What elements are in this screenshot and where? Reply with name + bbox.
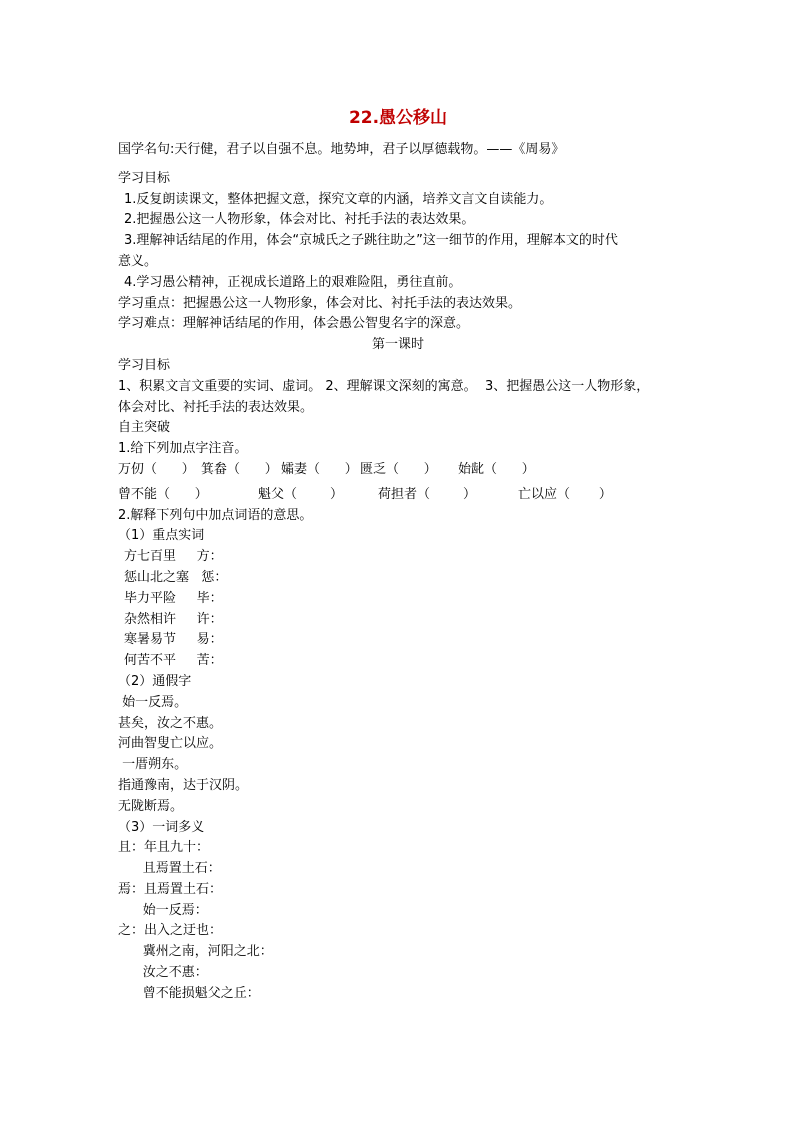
learning-difficulty: 学习难点：理解神话结尾的作用，体会愚公智叟名字的深意。 [118, 316, 470, 332]
document-page [118, 104, 678, 1005]
word-item: 杂然相许 许： [124, 611, 223, 627]
polysemy-item: 焉：且焉置土石： [118, 881, 223, 897]
pinyin-row [118, 460, 678, 481]
objective-item: 意义。 [118, 253, 158, 269]
tongjia-item: 河曲智叟亡以应。 [118, 736, 223, 752]
word-item: 寒暑易节 易： [124, 632, 223, 648]
subsection-heading: （2）通假字 [118, 673, 192, 689]
pinyin-item: 魁父（ ） [258, 486, 344, 502]
objective-item: 3.理解神话结尾的作用，体会“京城氏之子跳往助之”这一细节的作用，理解本文的时代 [124, 233, 618, 249]
word-item: 惩山北之塞 惩： [124, 569, 228, 585]
objectives-heading: 学习目标 [118, 170, 171, 186]
question-2: 2.解释下列句中加点词语的意思。 [118, 507, 313, 523]
polysemy-item: 汝之不惠： [118, 965, 208, 981]
objective-item: 1.反复朗读课文，整体把握文意，探究文章的内涵，培养文言文自读能力。 [124, 191, 553, 207]
pinyin-item: 箕畚（ ） [201, 461, 278, 477]
question-1: 1.给下列加点字注音。 [118, 441, 248, 457]
pinyin-item: 曾不能（ ） [118, 486, 208, 502]
pinyin-item: 万仞（ ） [118, 461, 195, 477]
tongjia-item: 始一反焉。 [118, 694, 188, 710]
pinyin-row [118, 485, 678, 506]
polysemy-item: 曾不能损魁父之丘： [118, 985, 260, 1001]
self-study-heading: 自主突破 [118, 420, 171, 436]
lesson-objective-line: 1、积累文言文重要的实词、虚词。 2、理解课文深刻的寓意。 3、把握愚公这一人物形象， [118, 378, 650, 394]
pinyin-item: 亡以应（ ） [518, 486, 612, 502]
learning-focus: 学习重点：把握愚公这一人物形象，体会对比、衬托手法的表达效果。 [118, 295, 522, 311]
objective-item: 4.学习愚公精神，正视成长道路上的艰难险阻，勇往直前。 [124, 274, 462, 290]
polysemy-item: 且焉置土石： [118, 861, 221, 877]
pinyin-item: 始龀（ ） [458, 461, 535, 477]
subsection-heading: （1）重点实词 [118, 528, 205, 544]
word-item: 毕力平险 毕： [124, 590, 223, 606]
motto: 国学名句:天行健，君子以自强不息。地势坤，君子以厚德载物。——《周易》 [118, 142, 565, 157]
polysemy-item: 且：年且九十： [118, 840, 210, 856]
tongjia-item: 无陇断焉。 [118, 798, 184, 814]
objective-item: 2.把握愚公这一人物形象，体会对比、衬托手法的表达效果。 [124, 212, 475, 228]
lesson-objectives-heading: 学习目标 [118, 357, 171, 373]
word-item: 何苦不平 苦： [124, 653, 223, 669]
tongjia-item: 甚矣，汝之不惠。 [118, 715, 223, 731]
pinyin-item: 孀妻（ ） [281, 461, 358, 477]
polysemy-item: 之：出入之迂也： [118, 923, 223, 939]
polysemy-item: 冀州之南，河阳之北： [118, 944, 273, 960]
tongjia-item: 一厝朔东。 [118, 757, 188, 773]
lesson-objective-line: 体会对比、衬托手法的表达效果。 [118, 399, 314, 415]
pinyin-item: 匮乏（ ） [360, 461, 437, 477]
word-item: 方七百里 方： [124, 549, 223, 565]
polysemy-item: 始一反焉： [118, 902, 208, 918]
pinyin-item: 荷担者（ ） [378, 486, 477, 502]
subsection-heading: （3）一词多义 [118, 819, 205, 835]
page-title: 22.愚公移山 [348, 108, 448, 128]
lesson-heading: 第一课时 [371, 337, 424, 353]
tongjia-item: 指通豫南，达于汉阴。 [118, 777, 249, 793]
